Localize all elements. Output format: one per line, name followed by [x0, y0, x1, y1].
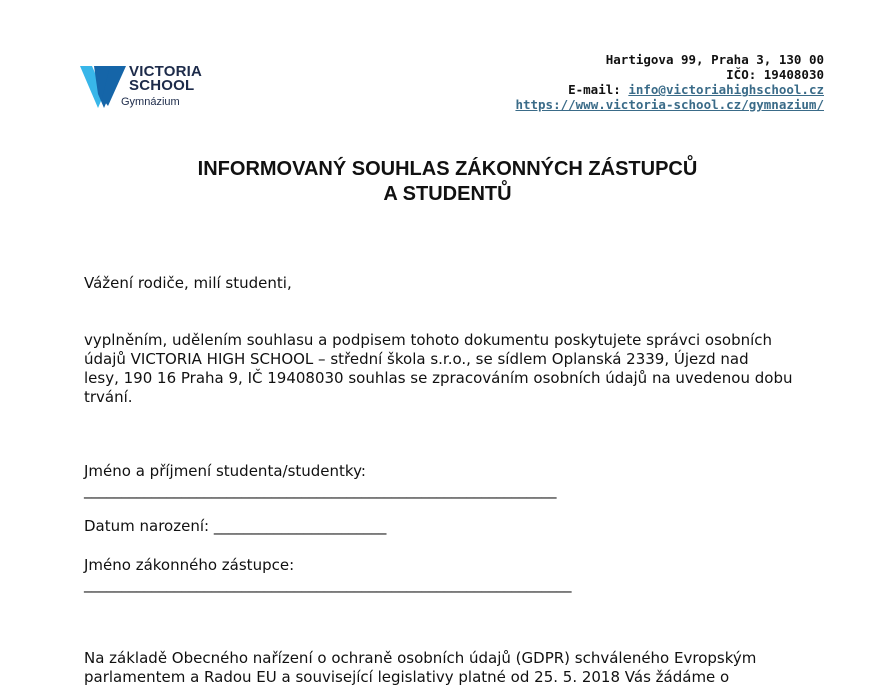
intro-paragraph: [84, 331, 834, 407]
title-line2: A STUDENTŮ: [383, 183, 512, 205]
logo-text-line1: VICTORIA: [129, 63, 202, 80]
birth-date-blank[interactable]: _______________________: [213, 517, 387, 535]
document-title: [0, 157, 895, 207]
school-logo: [80, 62, 220, 112]
intro-line: vyplněním, udělením souhlasu a podpisem tohoto dokumentu poskytujete správci osobních: [84, 331, 773, 349]
email-link[interactable]: info@victoriahighschool.cz: [628, 82, 824, 97]
student-name-label: Jméno a příjmení studenta/studentky:: [84, 462, 366, 480]
logo-mark-icon: [80, 64, 126, 108]
website-link[interactable]: https://www.victoria-school.cz/gymnazium/: [515, 97, 824, 112]
intro-line: trvání.: [84, 388, 133, 406]
guardian-name-blank[interactable]: _________________________________________________________________: [84, 575, 572, 593]
website-row: [515, 97, 824, 112]
title-line1: INFORMOVANÝ SOUHLAS ZÁKONNÝCH ZÁSTUPCŮ: [197, 158, 698, 180]
greeting: Vážení rodiče, milí studenti,: [84, 274, 292, 292]
gdpr-paragraph: [84, 649, 834, 687]
guardian-name-label: Jméno zákonného zástupce:: [84, 556, 295, 574]
student-name-field: [84, 462, 834, 500]
email-row: [515, 82, 824, 97]
intro-line: lesy, 190 16 Praha 9, IČ 19408030 souhlas se zpracováním osobních údajů na uvedenou dobu: [84, 369, 793, 387]
birth-date-label: Datum narození:: [84, 517, 214, 535]
logo-text-line2: SCHOOL: [129, 77, 195, 94]
intro-line: údajů VICTORIA HIGH SCHOOL – střední škola s.r.o., se sídlem Oplanská 2339, Újezd nad: [84, 350, 749, 368]
ico: IČO: 19408030: [726, 67, 824, 82]
gdpr-line: Na základě Obecného nařízení o ochraně osobních údajů (GDPR) schváleného Evropským: [84, 649, 757, 667]
contact-block: [515, 52, 824, 112]
email-label: E-mail:: [568, 82, 629, 97]
student-name-blank[interactable]: _______________________________________________________________: [84, 481, 557, 499]
logo-text-line3: Gymnázium: [121, 96, 180, 108]
gdpr-line: parlamentem a Radou EU a související legislativy platné od 25. 5. 2018 Vás žádáme o: [84, 668, 730, 686]
birth-date-field: [84, 517, 834, 536]
address: Hartigova 99, Praha 3, 130 00: [605, 52, 824, 67]
guardian-name-field: [84, 556, 834, 594]
